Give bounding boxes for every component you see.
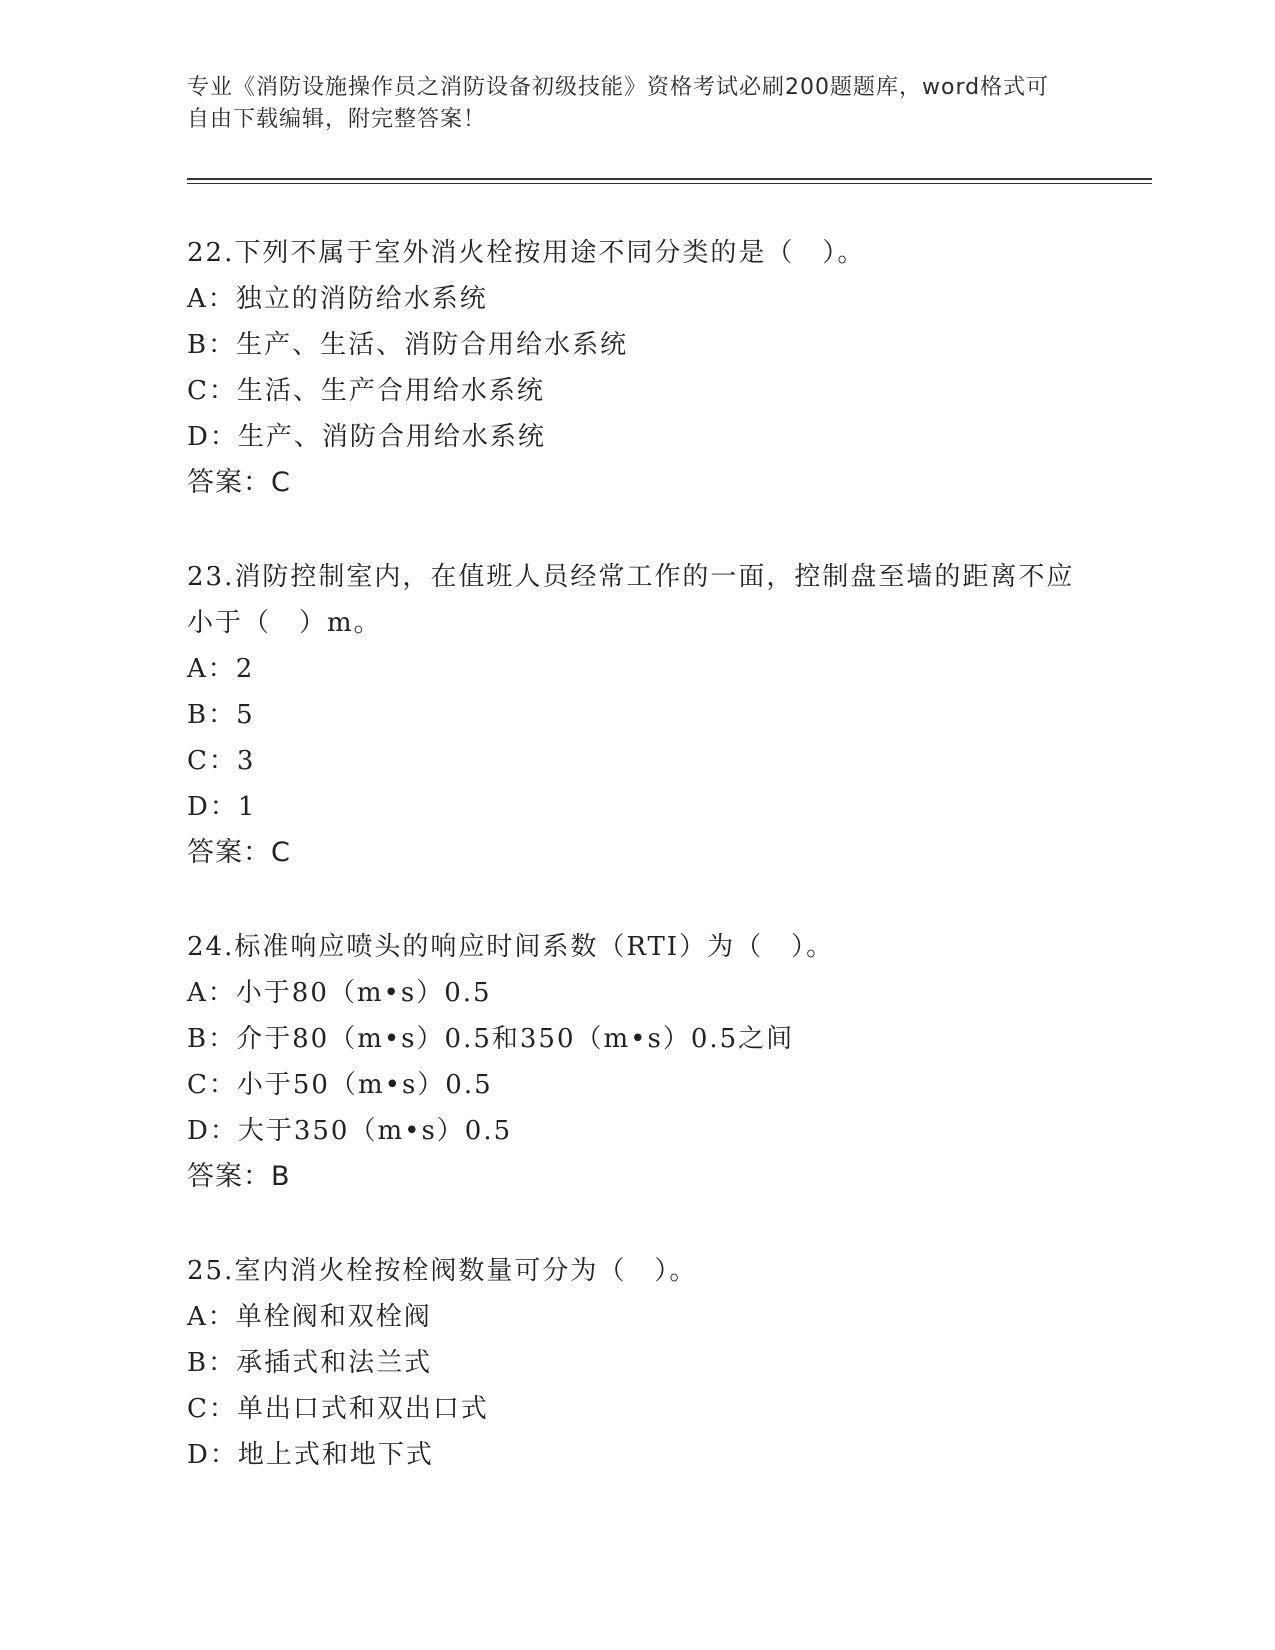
question-spacer bbox=[187, 876, 1087, 924]
option-a: A：单栓阀和双栓阀 bbox=[187, 1302, 432, 1332]
question-24 bbox=[187, 924, 1087, 1200]
answer-label: 答案：C bbox=[187, 467, 291, 498]
option-b: B：生产、生活、消防合用给水系统 bbox=[187, 330, 629, 360]
option-a: A：2 bbox=[187, 654, 255, 684]
option-b: B：5 bbox=[187, 700, 255, 730]
question-25 bbox=[187, 1248, 1087, 1478]
question-stem: 23.消防控制室内，在值班人员经常工作的一面，控制盘至墙的距离不应小于（ ）m。 bbox=[187, 562, 1075, 638]
option-c: C：3 bbox=[187, 746, 256, 776]
header-text: 专业《消防设施操作员之消防设备初级技能》资格考试必刷200题题库，word格式可自由下载编辑，附完整答案！ bbox=[187, 75, 1050, 132]
option-a: A：小于80（m•s）0.5 bbox=[187, 978, 492, 1008]
question-spacer bbox=[187, 506, 1087, 554]
header-divider-bottom bbox=[187, 183, 1152, 184]
option-c: C：生活、生产合用给水系统 bbox=[187, 376, 545, 406]
question-stem: 25.室内消火栓按栓阀数量可分为（ ）。 bbox=[187, 1256, 698, 1286]
option-b: B：承插式和法兰式 bbox=[187, 1348, 433, 1378]
document-header bbox=[187, 72, 1067, 136]
answer-label: 答案：C bbox=[187, 837, 291, 868]
option-c: C：单出口式和双出口式 bbox=[187, 1394, 489, 1424]
question-22 bbox=[187, 230, 1087, 506]
question-stem: 24.标准响应喷头的响应时间系数（RTI）为（ ）。 bbox=[187, 932, 835, 962]
option-d: D：生产、消防合用给水系统 bbox=[187, 422, 546, 452]
question-list bbox=[187, 230, 1087, 1478]
option-d: D：地上式和地下式 bbox=[187, 1440, 434, 1470]
question-spacer bbox=[187, 1200, 1087, 1248]
option-c: C：小于50（m•s）0.5 bbox=[187, 1070, 493, 1100]
question-stem: 22.下列不属于室外消火栓按用途不同分类的是（ ）。 bbox=[187, 238, 866, 268]
option-d: D：1 bbox=[187, 792, 257, 822]
option-b: B：介于80（m•s）0.5和350（m•s）0.5之间 bbox=[187, 1024, 795, 1054]
option-a: A：独立的消防给水系统 bbox=[187, 284, 488, 314]
question-23 bbox=[187, 554, 1087, 876]
answer-label: 答案：B bbox=[187, 1161, 291, 1192]
header-divider-top bbox=[187, 178, 1152, 180]
option-d: D：大于350（m•s）0.5 bbox=[187, 1116, 513, 1146]
